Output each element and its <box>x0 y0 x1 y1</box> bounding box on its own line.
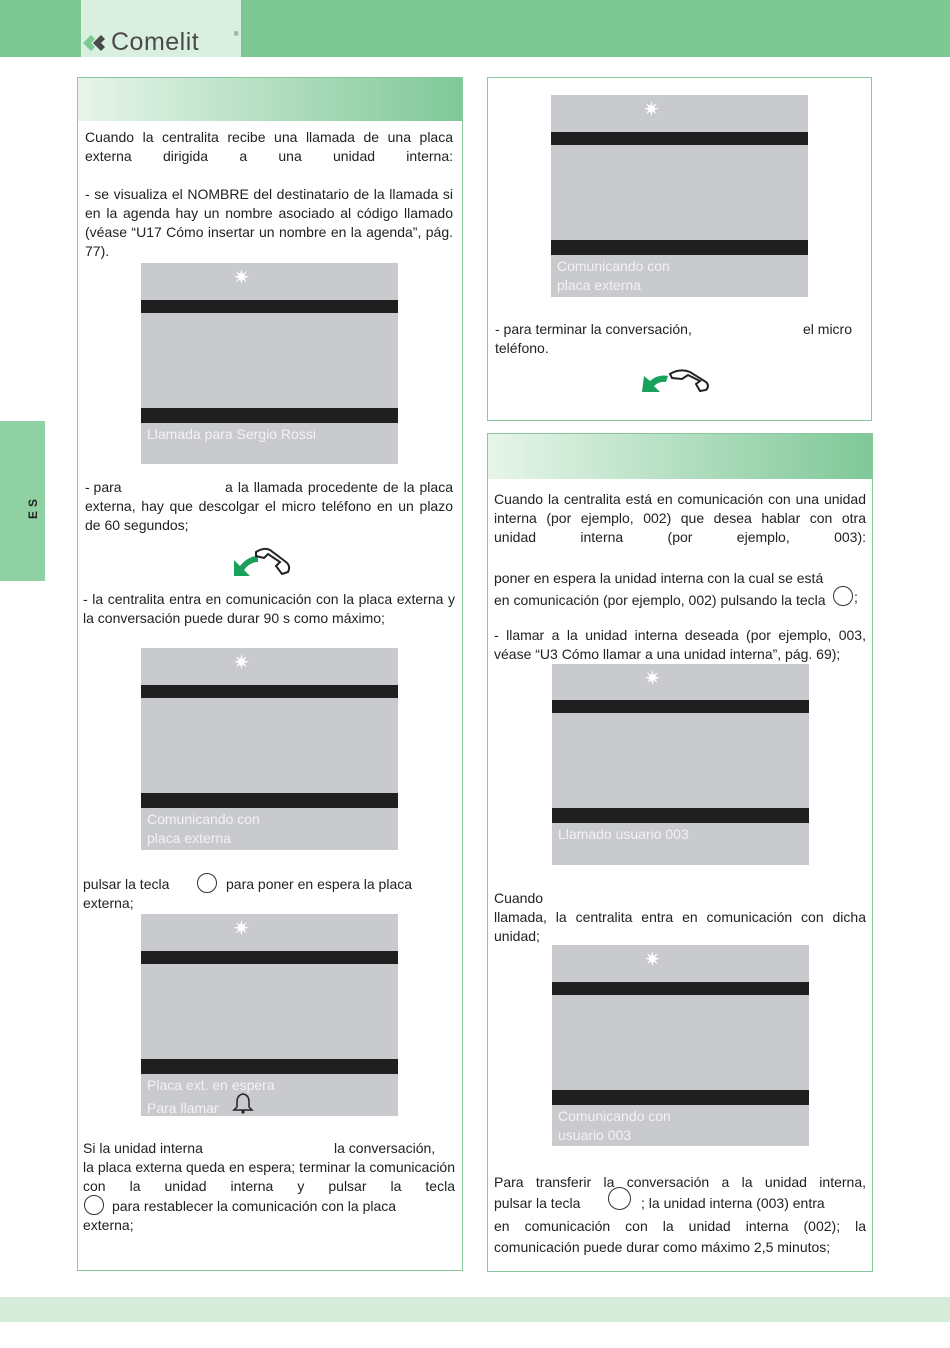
display-bar <box>141 1059 398 1074</box>
display-screen-communicating <box>551 95 808 297</box>
display-screen-user <box>552 945 809 1146</box>
hold-text-c: externa; <box>83 895 134 911</box>
pick-up-handset-icon <box>230 546 294 580</box>
answer-text: a la llamada procedente de la placa externa, hay que descolgar el micro teléfono en un plazo de 60 segundos; <box>85 479 453 533</box>
display-bar <box>551 240 808 255</box>
finish-text-c: teléfono. <box>495 340 549 356</box>
answer-text-prefix: - para <box>85 479 122 495</box>
hold-key-icon <box>833 586 853 606</box>
display-text-line1: Comunicando con <box>147 811 260 827</box>
when-text-b: llamada, la centralita entra en comunicación con dicha unidad; <box>494 909 866 944</box>
communication-text: - la centralita entra en comunicación con la placa externa y la conversación puede durar 90 s como máximo; <box>83 591 455 626</box>
star-icon: ✷ <box>644 949 661 971</box>
display-screen-communicating <box>141 648 398 850</box>
hold-text-b: para poner en espera la placa <box>226 876 413 892</box>
hold-key-icon <box>84 1195 104 1215</box>
star-icon: ✷ <box>643 99 660 121</box>
hold-key-icon <box>197 873 217 893</box>
transfer-intro-text: Cuando la centralita está en comunicación con una unidad interna (por ejemplo, 002) que desea hablar con otra unidad interna (por ejemplo, 003): <box>494 491 866 545</box>
end-text-e: externa; <box>83 1217 134 1233</box>
hang-up-handset-icon <box>640 366 710 396</box>
display-text-line1: Comunicando con <box>557 258 670 274</box>
bell-icon <box>232 1092 254 1114</box>
display-screen-call <box>141 263 398 464</box>
display-text-line2: usuario 003 <box>558 1127 632 1143</box>
registered-mark: ® <box>234 32 239 38</box>
end-text-a: Si la unidad interna <box>83 1140 203 1156</box>
display-text-line1: Comunicando con <box>558 1108 671 1124</box>
hold-internal-text-end: ; <box>854 589 858 605</box>
comelit-logo <box>81 30 241 56</box>
display-bar <box>141 300 398 313</box>
star-icon: ✷ <box>233 652 250 674</box>
display-screen-hold <box>141 914 398 1116</box>
logo-area <box>81 0 241 57</box>
name-display-text: - se visualiza el NOMBRE del destinatario de la llamada si en la agenda hay un nombre asociado al código llamado (véase “U17 Cómo insertar un nombre en la agenda”, pág. 77). <box>85 186 453 259</box>
transfer-text-b: pulsar la tecla <box>494 1195 581 1211</box>
finish-text-b: el micro <box>803 321 853 337</box>
display-bar <box>141 951 398 964</box>
transfer-key-icon <box>608 1187 631 1210</box>
display-bar <box>141 408 398 423</box>
end-text-b: la conversación, <box>334 1140 436 1156</box>
star-icon: ✷ <box>233 918 250 940</box>
call-internal-text: - llamar a la unidad interna deseada (por ejemplo, 003, véase “U3 Cómo llamar a una unidad interna”, pág. 69); <box>494 627 866 662</box>
hold-internal-text: poner en espera la unidad interna con la cual se está en comunicación (por ejemplo, 002) pulsando la tecla <box>494 570 826 608</box>
hold-text-a: pulsar la tecla <box>83 876 170 892</box>
right-panel-header <box>488 434 872 479</box>
display-screen-calling <box>552 664 809 865</box>
left-panel-header <box>78 78 462 121</box>
end-text-d: para restablecer la comunicación con la placa <box>112 1198 397 1214</box>
end-text-c: la placa externa queda en espera; terminar la comunicación con la unidad interna y pulsar la tecla <box>83 1159 455 1194</box>
display-text-line2: placa externa <box>147 830 232 846</box>
intro-text: Cuando la centralita recibe una llamada de una placa externa dirigida a una unidad interna: <box>85 129 453 164</box>
finish-text-a: - para terminar la conversación, <box>495 321 692 337</box>
language-label: ES <box>26 494 41 520</box>
display-bar <box>552 1090 809 1105</box>
display-bar <box>552 808 809 823</box>
display-text-line2: placa externa <box>557 277 642 293</box>
transfer-text-d: en comunicación con la unidad interna (002); la comunicación puede durar como máximo 2,5 minutos; <box>494 1218 866 1255</box>
display-bar <box>552 982 809 995</box>
display-bar <box>552 700 809 713</box>
display-bar <box>141 793 398 808</box>
display-text: Llamada para Sergio Rossi <box>147 426 316 442</box>
star-icon: ✷ <box>644 668 661 690</box>
star-icon: ✷ <box>233 267 250 289</box>
display-bar <box>141 685 398 698</box>
when-text-a: Cuando <box>494 890 544 906</box>
display-bar <box>551 132 808 145</box>
bottom-banner <box>0 1297 950 1322</box>
brand-name: Comelit <box>111 28 200 56</box>
display-text-line2: Para llamar <box>147 1100 219 1116</box>
display-text: Llamado usuario 003 <box>558 826 689 842</box>
display-text-line1: Placa ext. en espera <box>147 1077 275 1093</box>
transfer-text-a: Para transferir la conversación a la unidad interna, <box>494 1174 866 1190</box>
transfer-text-c: ; la unidad interna (003) entra <box>641 1195 825 1211</box>
